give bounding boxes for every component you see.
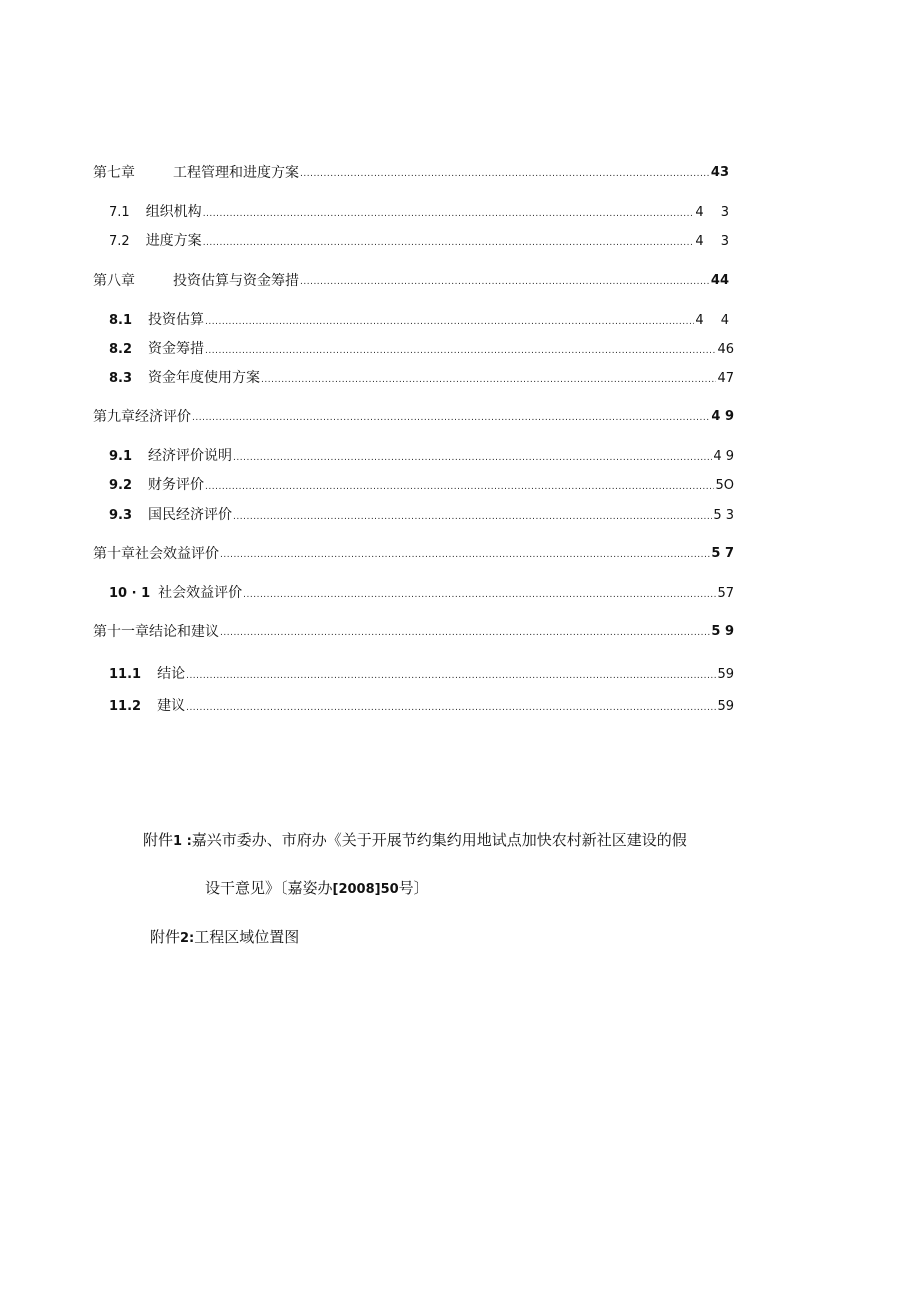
section-title: 结论	[157, 666, 186, 682]
section-number: 10 · 1	[109, 586, 151, 601]
section-title: 资金年度使用方案	[148, 370, 261, 386]
dot-leader	[203, 239, 695, 248]
chapter-label: 第九章经济评价	[93, 409, 191, 425]
toc-chapter-7[interactable]	[93, 164, 729, 182]
toc-section-8-2[interactable]	[109, 340, 734, 359]
section-number: 8.2	[109, 342, 133, 357]
page-number: 46	[717, 342, 734, 357]
section-number: 7.2	[109, 234, 130, 249]
page-number: 44	[710, 273, 729, 288]
section-title: 组织机构	[145, 204, 202, 220]
chapter-label: 第十一章结论和建议	[93, 624, 219, 640]
page-number: 5 3	[713, 508, 734, 523]
dot-leader	[300, 278, 710, 287]
section-number: 7.1	[109, 205, 130, 220]
toc-chapter-11[interactable]	[93, 623, 734, 641]
page-number: 57	[717, 586, 734, 601]
page-number: 5 9	[711, 624, 734, 639]
page-number: 59	[717, 667, 734, 682]
dot-leader	[300, 170, 710, 179]
annex-1-line-1: 附件1 :嘉兴市委办、市府办《关于开展节约集约用地试点加快农村新社区建设的假	[143, 831, 687, 849]
page-number: 5O	[715, 478, 734, 493]
page-number: 59	[717, 699, 734, 714]
toc-chapter-8[interactable]	[93, 272, 729, 290]
dot-leader	[186, 672, 716, 681]
dot-leader	[261, 376, 716, 385]
dot-leader	[205, 483, 714, 492]
toc-chapter-10[interactable]	[93, 545, 734, 563]
toc-section-11-2[interactable]	[109, 697, 734, 716]
section-title: 经济评价说明	[148, 448, 233, 464]
section-title: 国民经济评价	[148, 507, 233, 523]
dot-leader	[243, 591, 716, 600]
section-title: 资金筹措	[148, 341, 205, 357]
dot-leader	[203, 210, 695, 219]
dot-leader	[192, 414, 710, 423]
chapter-label: 第七章 工程管理和进度方案	[93, 165, 299, 181]
page-number: 4 4	[695, 313, 729, 328]
annex-1-line-2: 设干意见》〔嘉姿办[2008]50号〕	[205, 879, 429, 897]
section-title: 社会效益评价	[158, 585, 243, 601]
toc-section-8-1[interactable]	[109, 311, 729, 330]
dot-leader	[205, 318, 694, 327]
page-number: 4 9	[713, 449, 734, 464]
toc-section-11-1[interactable]	[109, 665, 734, 684]
section-title: 投资估算	[148, 312, 205, 328]
page-number: 47	[717, 371, 734, 386]
chapter-label: 第八章 投资估算与资金筹措	[93, 273, 299, 289]
toc-section-8-3[interactable]	[109, 369, 734, 388]
annex-2: 附件2:工程区域位置图	[150, 928, 300, 946]
page-number: 4 3	[695, 234, 729, 249]
section-number: 9.3	[109, 508, 133, 523]
page-number: 4 9	[711, 409, 734, 424]
dot-leader	[220, 629, 710, 638]
section-number: 8.1	[109, 313, 133, 328]
dot-leader	[205, 347, 716, 356]
toc-chapter-9[interactable]	[93, 408, 734, 426]
toc-section-7-1[interactable]	[109, 203, 729, 222]
toc-section-10-1[interactable]	[109, 584, 734, 603]
dot-leader	[220, 551, 710, 560]
section-number: 8.3	[109, 371, 133, 386]
toc-section-9-3[interactable]	[109, 506, 734, 525]
dot-leader	[233, 513, 712, 522]
dot-leader	[186, 704, 716, 713]
section-number: 9.1	[109, 449, 133, 464]
section-title: 进度方案	[145, 233, 202, 249]
toc-section-7-2[interactable]	[109, 232, 729, 251]
section-number: 11.2	[109, 699, 142, 714]
page-number: 4 3	[695, 205, 729, 220]
page-number: 5 7	[711, 546, 734, 561]
toc-section-9-2[interactable]	[109, 476, 734, 495]
section-number: 11.1	[109, 667, 142, 682]
toc-section-9-1[interactable]	[109, 447, 734, 466]
section-title: 财务评价	[148, 477, 205, 493]
page-number: 43	[710, 165, 729, 180]
section-number: 9.2	[109, 478, 133, 493]
dot-leader	[233, 454, 712, 463]
chapter-label: 第十章社会效益评价	[93, 546, 219, 562]
section-title: 建议	[157, 698, 186, 714]
